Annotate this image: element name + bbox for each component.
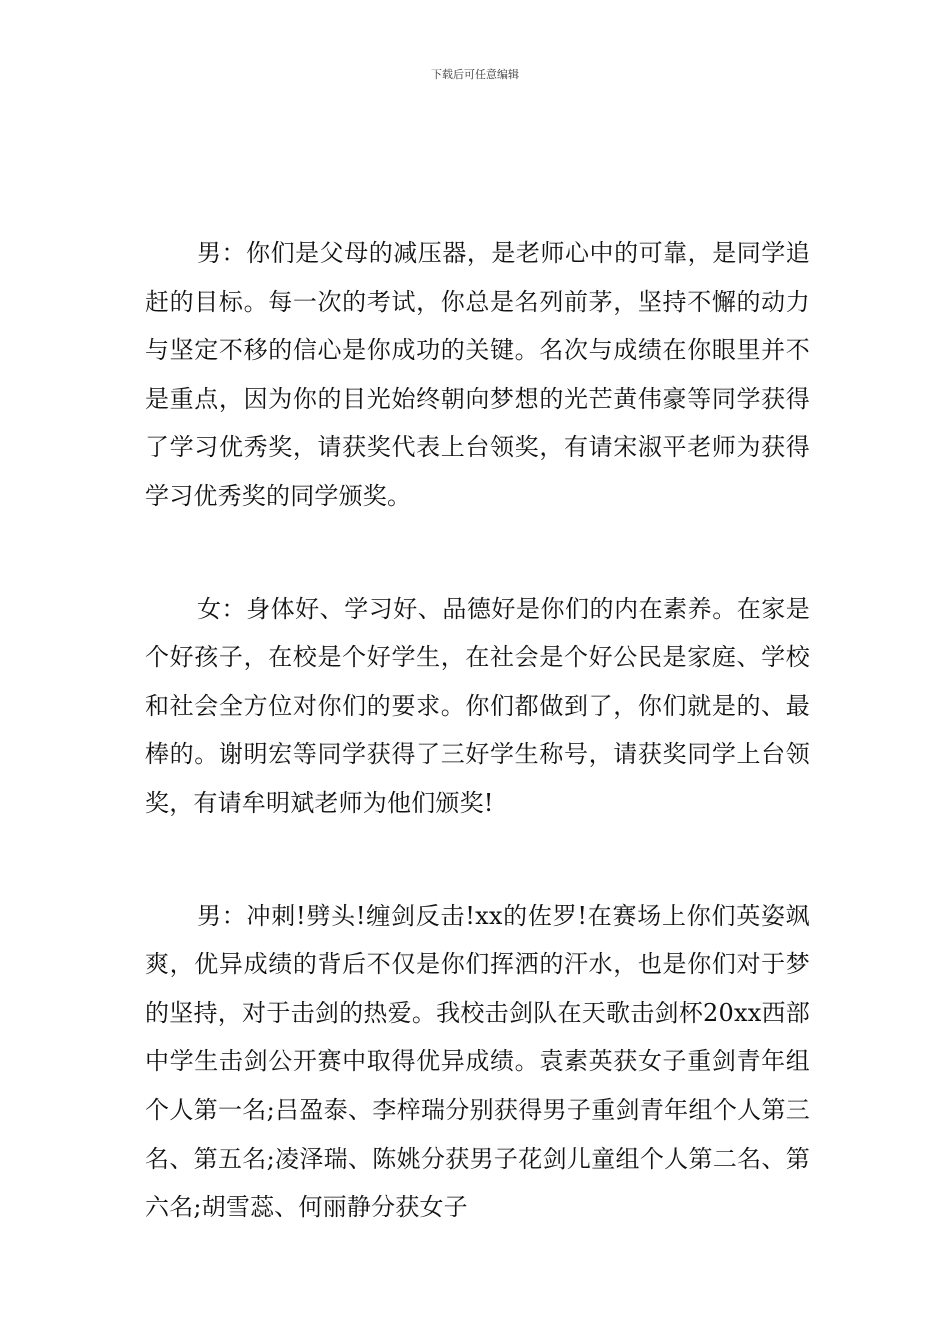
paragraph-male-speech-1: 男：你们是父母的减压器，是老师心中的可靠，是同学追赶的目标。每一次的考试，你总是名列前茅，坚持不懈的动力与坚定不移的信心是你成功的关键。名次与成绩在你眼里并不是重点，因为你的目光始终朝向梦想的光芒黄伟豪等同学获得了学习优秀奖，请获奖代表上台领奖，有请宋淑平老师为获得学习优秀奖的同学颁奖。	[145, 239, 810, 510]
header-note: 下载后可任意编辑	[431, 68, 519, 81]
document-body	[145, 229, 810, 1232]
paragraph-male-speech-2: 男：冲刺!劈头!缠剑反击!xx的佐罗!在赛场上你们英姿飒爽，优异成绩的背后不仅是你们挥洒的汗水，也是你们对于梦的坚持，对于击剑的热爱。我校击剑队在天歌击剑杯20xx西部中学生击剑公开赛中取得优异成绩。袁素英获女子重剑青年组个人第一名;吕盈泰、李梓瑞分别获得男子重剑青年组个人第三名、第五名;凌泽瑞、陈姚分获男子花剑儿童组个人第二名、第六名;胡雪蕊、何丽静分获女子	[145, 901, 810, 1222]
paragraph-female-speech: 女：身体好、学习好、品德好是你们的内在素养。在家是个好孩子，在校是个好学生，在社会是个好公民是家庭、学校和社会全方位对你们的要求。你们都做到了，你们就是的、最棒的。谢明宏等同学获得了三好学生称号，请获奖同学上台领奖，有请牟明斌老师为他们颁奖!	[145, 594, 810, 817]
